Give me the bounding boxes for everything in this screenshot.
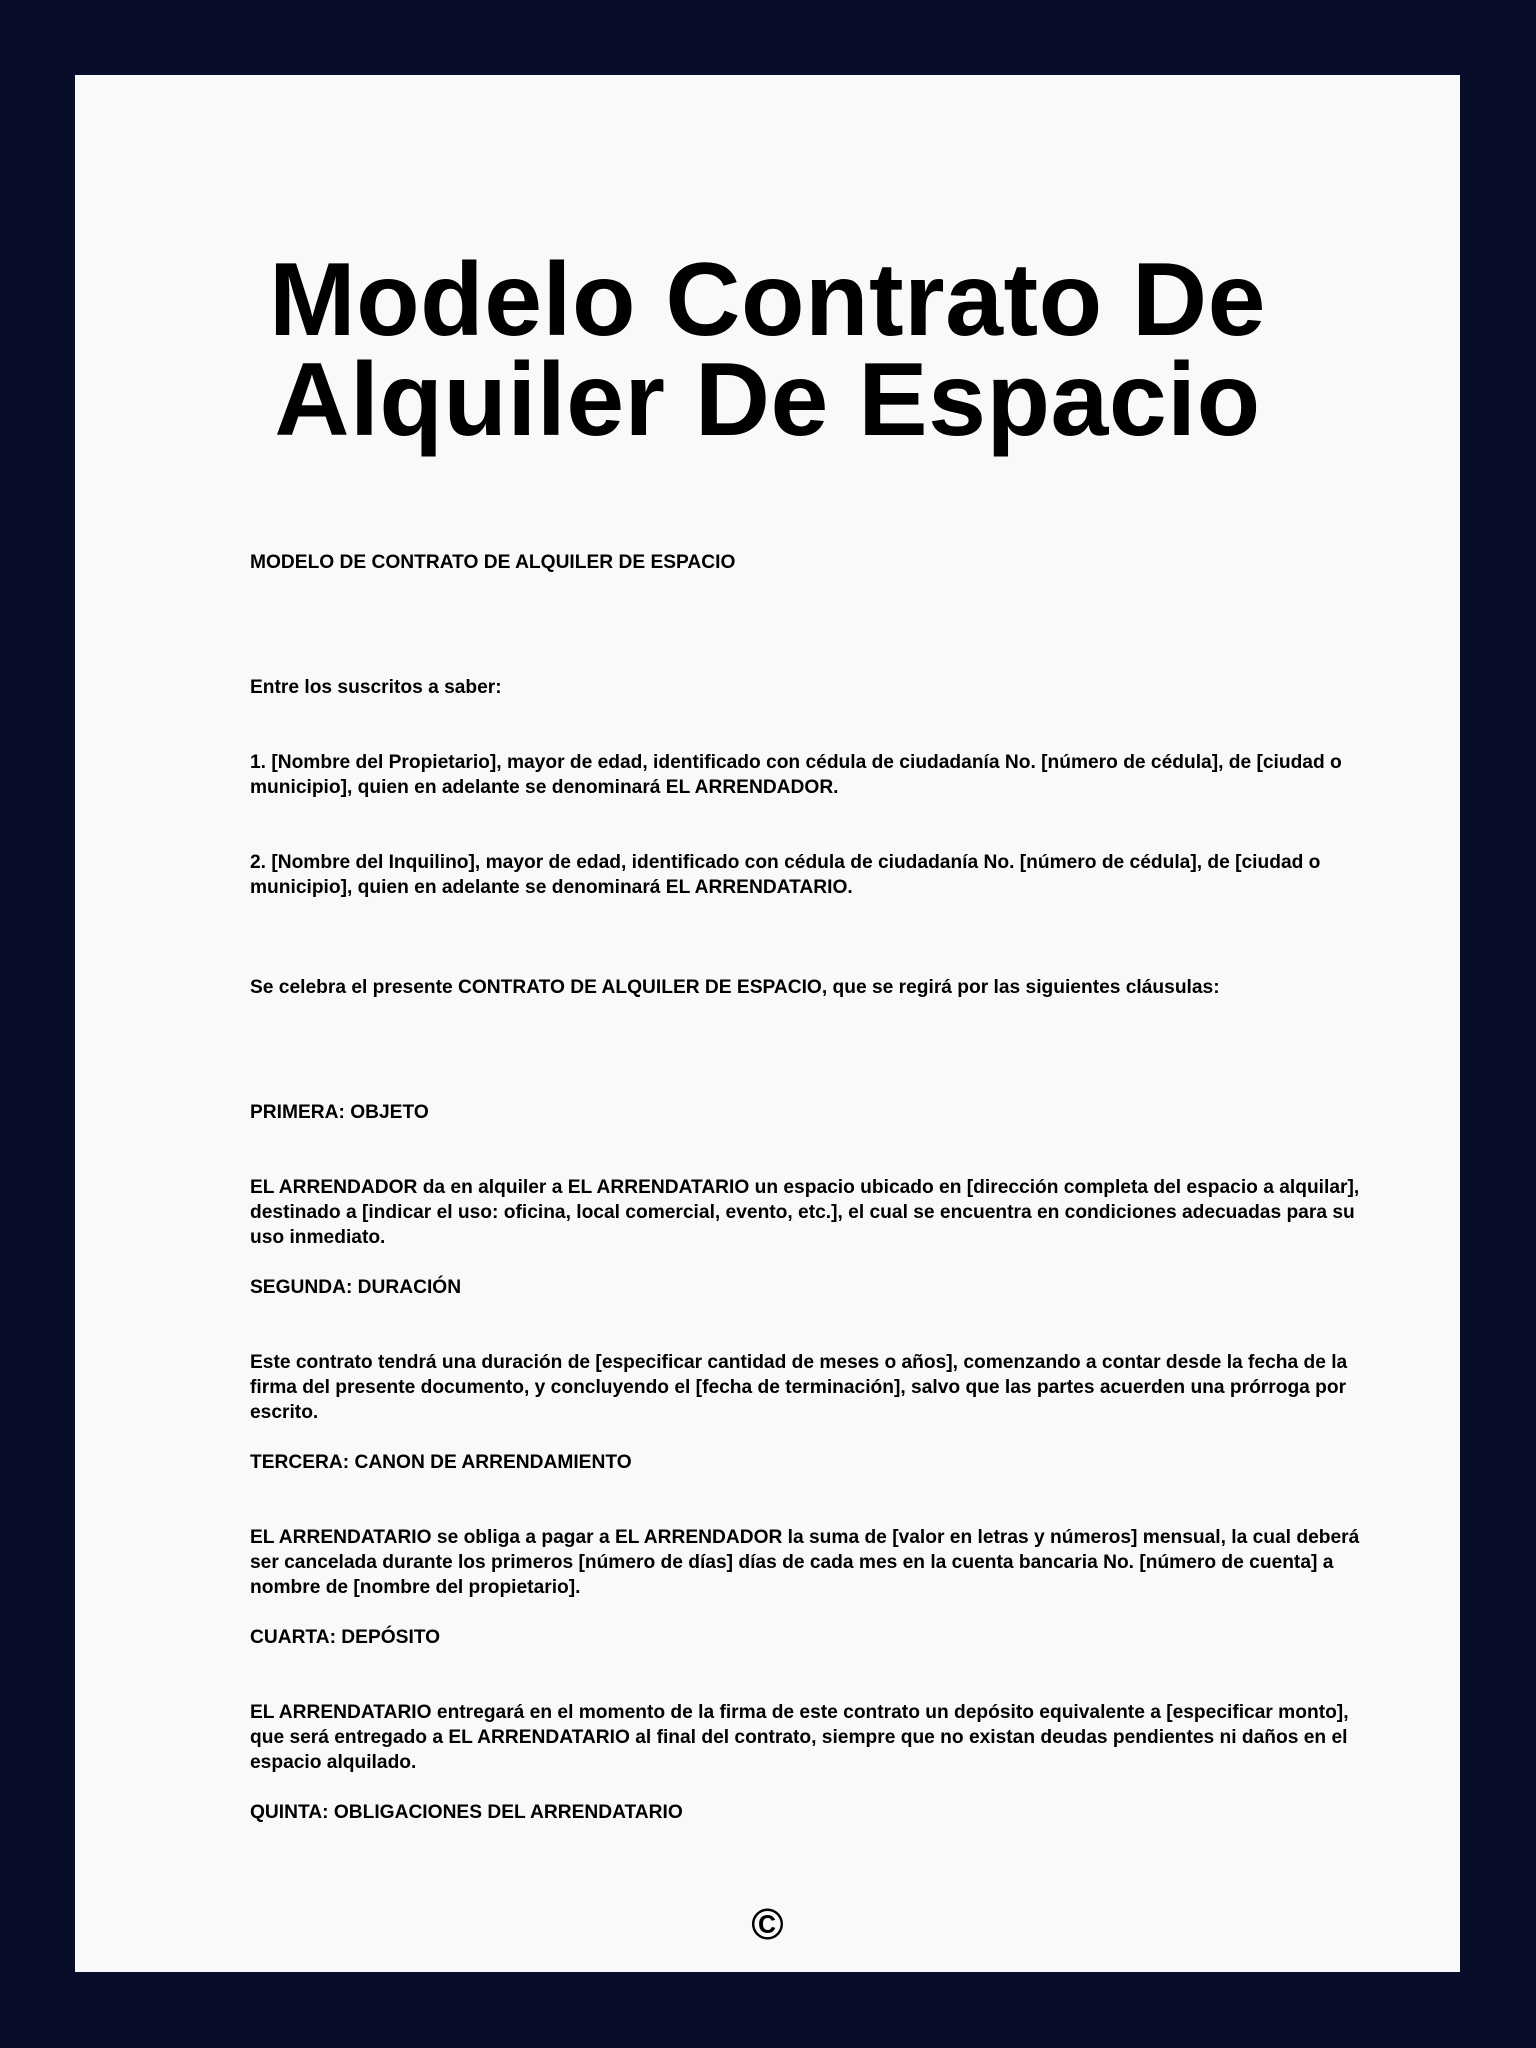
party-tenant-paragraph: 2. [Nombre del Inquilino], mayor de edad, identificado con cédula de ciudadanía No. [número de cédula], de [ciudad o municipio], quien en adelante se denominará EL ARRENDATARIO. xyxy=(250,852,1321,898)
clause-text: EL ARRENDATARIO entregará en el momento de la firma de este contrato un depósito equivalente a [especificar monto], que será entregado a EL ARRENDATARIO al final del contrato, siempre que no existan deudas pendientes ni daños en el espacio alquilado. xyxy=(250,1702,1349,1773)
clause-heading: TERCERA: CANON DE ARRENDAMIENTO xyxy=(250,1452,632,1473)
clause-text: Este contrato tendrá una duración de [especificar cantidad de meses o años], comenzando a contar desde la fecha de la firma del presente documento, y concluyendo el [fecha de terminación], salvo que las partes acuerden una prórroga por escrito. xyxy=(250,1352,1348,1423)
clause-heading: SEGUNDA: DURACIÓN xyxy=(250,1277,462,1298)
clause-heading: QUINTA: OBLIGACIONES DEL ARRENDATARIO xyxy=(250,1802,683,1823)
clause-heading: CUARTA: DEPÓSITO xyxy=(250,1627,441,1648)
clause-text: EL ARRENDATARIO se obliga a pagar a EL ARRENDADOR la suma de [valor en letras y números] mensual, la cual deberá ser cancelada durante los primeros [número de días] días de cada mes en la cuenta bancaria No. [número de cuenta] a nombre de [nombre del propietario]. xyxy=(250,1527,1360,1598)
clause-heading: PRIMERA: OBJETO xyxy=(250,1102,429,1123)
intro-paragraph: Entre los suscritos a saber: xyxy=(250,677,502,698)
document-heading: MODELO DE CONTRATO DE ALQUILER DE ESPACIO xyxy=(250,552,736,573)
document-page xyxy=(75,75,1460,1972)
party-landlord-paragraph: 1. [Nombre del Propietario], mayor de edad, identificado con cédula de ciudadanía No. [número de cédula], de [ciudad o municipio], quien en adelante se denominará EL ARRENDADOR. xyxy=(250,752,1342,798)
page-title: Modelo Contrato De Alquiler De Espacio xyxy=(269,242,1266,458)
copyright-icon: © xyxy=(751,1900,784,1949)
preamble-paragraph: Se celebra el presente CONTRATO DE ALQUILER DE ESPACIO, que se regirá por las siguientes cláusulas: xyxy=(250,977,1220,998)
clause-text: EL ARRENDADOR da en alquiler a EL ARRENDATARIO un espacio ubicado en [dirección completa del espacio a alquilar], destinado a [indicar el uso: oficina, local comercial, evento, etc.], el cual se encuentra en condiciones adecuadas para su uso inmediato. xyxy=(250,1177,1360,1248)
